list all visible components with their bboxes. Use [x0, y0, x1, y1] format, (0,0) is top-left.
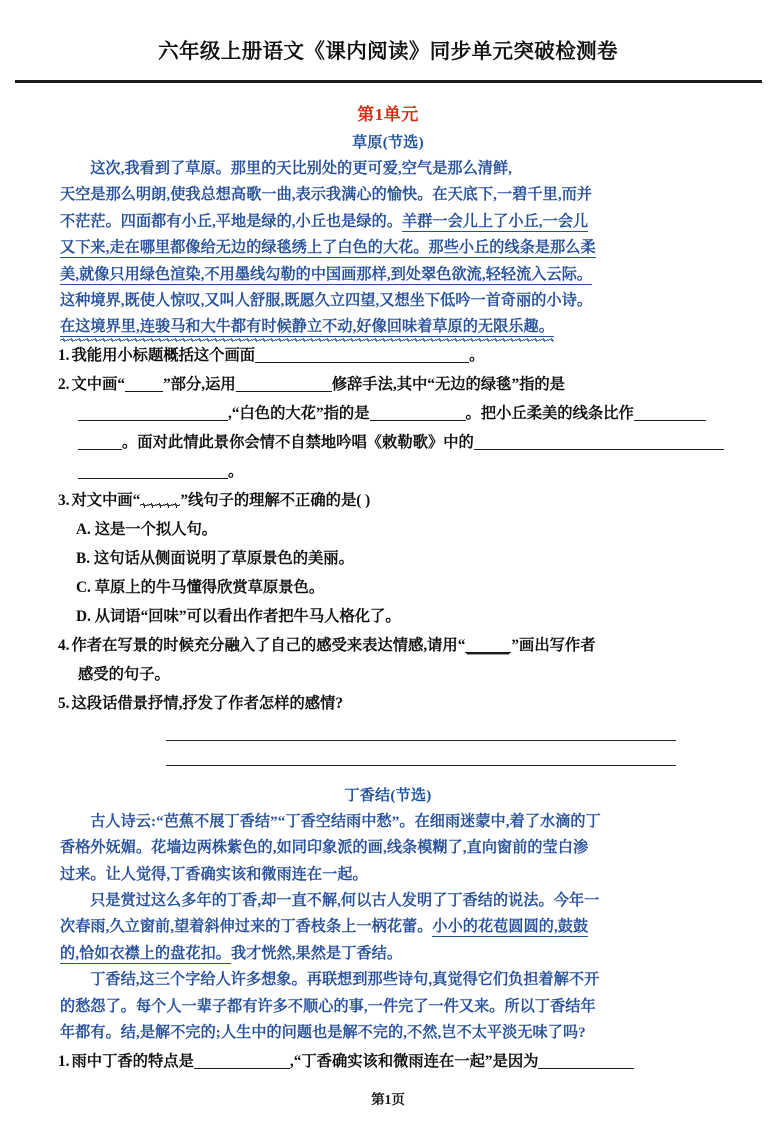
passage-line: 过来。让人觉得,丁香确实该和微雨连在一起。: [60, 866, 368, 883]
question-text: 作者在写景的时候充分融入了自己的感受来表达情感,请用“: [71, 636, 466, 654]
passage-line: [60, 914, 720, 940]
question-text: 修辞手法,其中“无边的绿毯”指的是: [331, 375, 565, 393]
passage-line: 天空是那么明朗,使我总想高歌一曲,表示我满心的愉快。在天底下,一碧千里,而并: [60, 187, 593, 204]
question-3-option-c[interactable]: C. 草原上的牛马懂得欣赏草原景色。: [76, 578, 325, 596]
passage-line: 这次,我看到了草原。那里的天比别处的更可爱,空气是那么清鲜,: [90, 161, 513, 177]
answer-blank[interactable]: [255, 347, 469, 363]
passage-underlined-text: 又下来,走在哪里都像给无边的绿毯绣上了白色的大花。: [60, 240, 429, 257]
answer-blank[interactable]: [370, 405, 466, 421]
passage-wavy-underlined-text: 在这境界里,连骏马和大牛都有时候静立不动,好像回味着草原的无限乐趣。: [60, 319, 554, 336]
question-2: [58, 370, 726, 486]
answer-blank[interactable]: [474, 434, 724, 450]
question-number: 3.: [58, 491, 70, 509]
passage-line: [60, 314, 720, 340]
question-number: 1.: [58, 346, 70, 364]
question-text: 。面对此情此景你会情不自禁地吟唱《敕勒歌》中的: [122, 433, 474, 451]
passage-line: 丁香结,这三个字给人许多想象。再联想到那些诗句,真觉得它们负担着解不开: [90, 972, 600, 989]
question-2-line-4: [58, 457, 726, 486]
question-1: [58, 341, 726, 370]
answer-blank[interactable]: [236, 376, 332, 392]
question-2-line-2: [58, 399, 726, 428]
passage-line: 香格外妩媚。花墙边两株紫色的,如同印象派的画,线条模糊了,直向窗前的莹白渗: [60, 840, 589, 857]
answer-blank[interactable]: [78, 405, 228, 421]
passage-line: [60, 209, 720, 235]
question-text: ”画出写作者: [511, 636, 596, 654]
question-3-option-a[interactable]: A. 这是一个拟人句。: [76, 520, 218, 538]
question-text: 我能用小标题概括这个画面: [71, 346, 256, 364]
question-2-line-3: [58, 428, 726, 457]
passage-underlined-text: 羊群一会儿上了小丘,一会儿: [402, 213, 589, 230]
question-text: 文中画“: [71, 375, 126, 393]
question-1-dingxiangjie: [58, 1047, 726, 1076]
answer-blank[interactable]: [538, 1053, 634, 1069]
question-text: 。: [228, 462, 244, 480]
passage-line: 只是赏过这么多年的丁香,却一直不解,何以古人发明了丁香结的说法。今年一: [90, 893, 600, 910]
answer-write-line[interactable]: [166, 765, 676, 766]
answer-blank[interactable]: [78, 463, 228, 479]
passage-underlined-text: 小小的花苞圆圆的,鼓鼓: [432, 919, 589, 936]
answer-write-line[interactable]: [166, 740, 676, 741]
question-number: 5.: [58, 694, 70, 712]
question-text: 。: [469, 346, 485, 364]
question-4: [58, 631, 726, 689]
answer-blank[interactable]: [78, 434, 122, 450]
passage-underlined-text: 那些小丘的线条是那么柔: [428, 240, 596, 257]
title-divider: [15, 80, 762, 83]
passage-body-dingxiangjie: [0, 809, 776, 1047]
question-text: 雨中丁香的特点是: [71, 1052, 194, 1070]
passage-line: [60, 262, 720, 288]
question-3: [58, 486, 726, 631]
passage-line: 这种境界,既使人惊叹,又叫人舒服,既愿久立四望,又想坐下低吟一首奇丽的小诗。: [60, 293, 593, 310]
passage-body-caoyuan: [0, 156, 776, 341]
answer-blank[interactable]: [194, 1053, 290, 1069]
question-3-option-b[interactable]: B. 这句话从侧面说明了草原景色的美丽。: [76, 549, 354, 567]
question-text: ,“白色的大花”指的是: [228, 404, 370, 422]
question-number: 4.: [58, 636, 70, 654]
answer-blank[interactable]: [634, 405, 706, 421]
question-list-caoyuan: [0, 341, 776, 766]
question-4-line-2: 感受的句子。: [78, 665, 170, 683]
wavy-underline-mark-icon: [140, 494, 180, 508]
question-text: ”线句子的理解不正确的是( ): [180, 491, 371, 509]
passage-line: 年都有。结,是解不完的;人生中的问题也是解不完的,不然,岂不太平淡无味了吗?: [60, 1025, 586, 1042]
passage-line: 的愁怨了。每个人一辈子都有许多不顺心的事,一件完了一件又来。所以丁香结年: [60, 998, 596, 1015]
passage-title-caoyuan: 草原(节选): [352, 135, 424, 151]
passage-underlined-text: 美,就像只用绿色渲染,不用墨线勾勒的中国画那样,到处翠色欲流,轻轻流入云际。: [60, 266, 593, 283]
question-text: 。把小丘柔美的线条比作: [465, 404, 634, 422]
unit-heading: 第1单元: [357, 105, 419, 124]
worksheet-content: [0, 92, 776, 1076]
underline-mark-icon: [125, 377, 163, 392]
question-list-dingxiangjie: [0, 1047, 776, 1076]
passage-underlined-text: 的,恰如衣襟上的盘花扣。: [60, 945, 232, 962]
question-3-option-d[interactable]: D. 从词语“回味”可以看出作者把牛马人格化了。: [76, 607, 401, 625]
question-text: ”部分,运用: [163, 375, 236, 393]
page-title: 六年级上册语文《课内阅读》同步单元突破检测卷: [158, 41, 618, 63]
passage-line: [60, 941, 720, 967]
question-text: 这段话借景抒情,抒发了作者怎样的感情?: [71, 694, 344, 712]
passage-line-plain: 我才恍然,果然是丁香结。: [231, 945, 403, 962]
passage-line: [60, 235, 720, 261]
passage-title-dingxiangjie: 丁香结(节选): [344, 787, 432, 804]
passage-line-plain: 不茫茫。四面都有小丘,平地是绿的,小丘也是绿的。: [60, 213, 403, 230]
question-5: [58, 689, 726, 718]
passage-line-plain: 次春雨,久立窗前,望着斜伸过来的丁香枝条上一柄花蕾。: [60, 919, 433, 936]
page-footer: 第1页: [371, 1092, 405, 1107]
double-underline-mark-icon: [465, 638, 511, 653]
question-number: 2.: [58, 375, 70, 393]
question-number: 1.: [58, 1052, 70, 1070]
question-text: 对文中画“: [71, 491, 141, 509]
question-text: ,“丁香确实该和微雨连在一起”是因为: [289, 1052, 539, 1070]
passage-line: 古人诗云:“芭蕉不展丁香结”“丁香空结雨中愁”。在细雨迷蒙中,着了水滴的丁: [90, 813, 601, 830]
